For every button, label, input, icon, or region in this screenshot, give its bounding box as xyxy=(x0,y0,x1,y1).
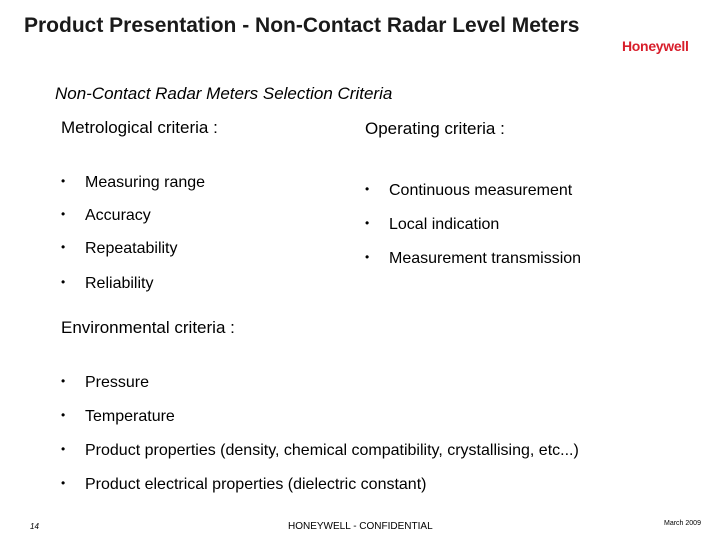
bullet-icon: • xyxy=(61,240,66,254)
operating-item xyxy=(365,182,572,200)
metrological-item-label: Accuracy xyxy=(85,207,151,224)
bullet-icon: • xyxy=(365,250,370,264)
operating-item xyxy=(365,216,499,234)
metrological-item-label: Repeatability xyxy=(85,240,178,257)
confidential-notice: HONEYWELL - CONFIDENTIAL xyxy=(288,521,433,532)
environmental-item xyxy=(61,476,426,494)
bullet-icon: • xyxy=(365,182,370,196)
operating-item-label: Continuous measurement xyxy=(389,182,573,199)
operating-heading: Operating criteria : xyxy=(365,119,505,138)
metrological-item xyxy=(61,240,178,258)
bullet-icon: • xyxy=(61,476,66,490)
metrological-item-label: Measuring range xyxy=(85,174,206,191)
bullet-icon: • xyxy=(61,275,66,289)
environmental-heading: Environmental criteria : xyxy=(61,318,235,337)
slide-title: Product Presentation - Non-Contact Radar Level Meters xyxy=(24,14,580,37)
metrological-item-label: Reliability xyxy=(85,275,154,292)
bullet-icon: • xyxy=(61,442,66,456)
bullet-icon: • xyxy=(61,207,66,221)
environmental-item-label: Temperature xyxy=(85,408,175,425)
metrological-heading: Metrological criteria : xyxy=(61,118,218,137)
page-number: 14 xyxy=(30,522,39,531)
metrological-item xyxy=(61,207,151,225)
honeywell-logo: Honeywell xyxy=(622,38,689,54)
environmental-item xyxy=(61,408,175,426)
operating-item-label: Local indication xyxy=(389,216,500,233)
environmental-item xyxy=(61,442,579,460)
metrological-item xyxy=(61,275,153,293)
slide-subtitle: Non-Contact Radar Meters Selection Criteria xyxy=(55,84,393,103)
operating-item xyxy=(365,250,581,268)
bullet-icon: • xyxy=(365,216,370,230)
environmental-item-label: Pressure xyxy=(85,374,150,391)
bullet-icon: • xyxy=(61,408,66,422)
footer-date: March 2009 xyxy=(664,520,701,527)
environmental-item xyxy=(61,374,149,392)
operating-item-label: Measurement transmission xyxy=(389,250,582,267)
metrological-item xyxy=(61,174,205,192)
environmental-item-label: Product electrical properties (dielectric constant) xyxy=(85,476,427,493)
environmental-item-label: Product properties (density, chemical compatibility, crystallising, etc...) xyxy=(85,442,579,459)
bullet-icon: • xyxy=(61,374,66,388)
bullet-icon: • xyxy=(61,174,66,188)
